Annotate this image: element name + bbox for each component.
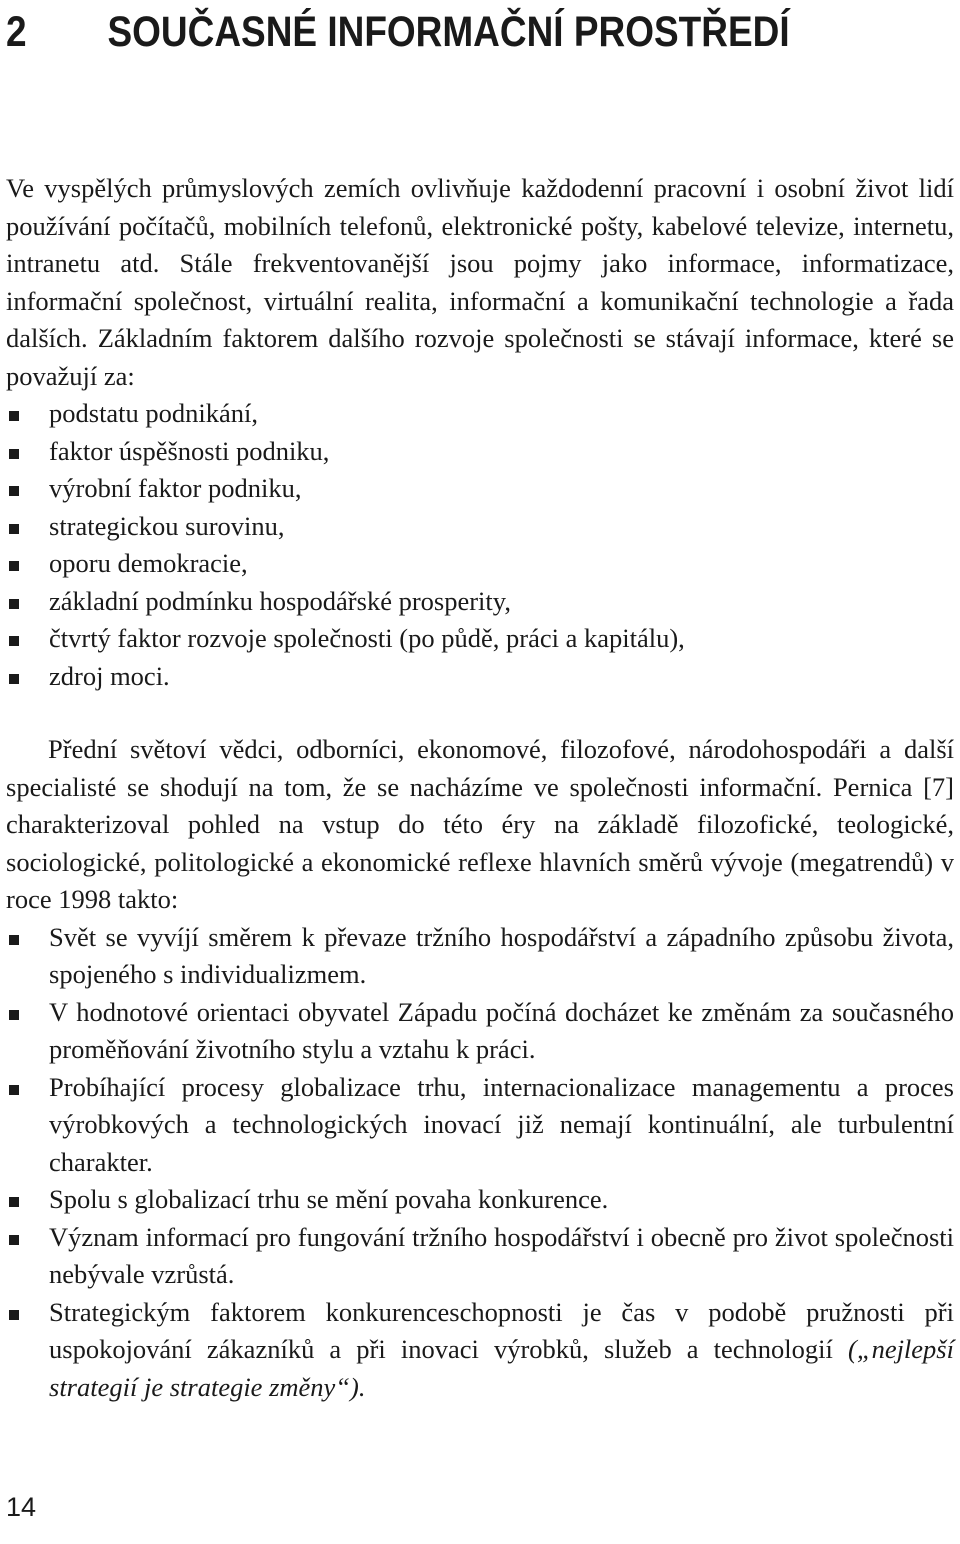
list-item: oporu demokracie, [6, 545, 954, 583]
chapter-heading [6, 4, 809, 60]
list-item: Svět se vyvíjí směrem k převaze tržního hospodářství a západního způsobu života, spojeného s individualizmem. [6, 919, 954, 994]
list-item: zdroj moci. [6, 658, 954, 696]
megatrends-list [6, 919, 954, 1407]
information-roles-list [6, 395, 954, 695]
square-bullet-icon [9, 449, 19, 459]
square-bullet-icon [9, 1010, 19, 1020]
list-item: strategickou surovinu, [6, 508, 954, 546]
list-item: V hodnotové orientaci obyvatel Západu počíná docházet ke změnám za současného proměňování životního stylu a vztahu k práci. [6, 994, 954, 1069]
intro-paragraph: Ve vyspělých průmyslových zemích ovlivňuje každodenní pracovní i osobní život lidí používání počítačů, mobilních telefonů, elektronické pošty, kabelové televize, internetu, intranetu atd. Stále frekventovanější jsou pojmy jako informace, informatizace, informační společnost, virtuální realita, informační a komunikační technologie a řada dalších. Základním faktorem dalšího rozvoje společnosti se stávají informace, které se považují za: [6, 173, 954, 391]
square-bullet-icon [9, 486, 19, 496]
list-item: Strategickým faktorem konkurenceschopnosti je čas v podobě pružnosti při uspokojování zákazníků a při inovaci výrobků, služeb a technologií („nejlepší strategií je strategie změny“). [6, 1294, 954, 1407]
chapter-body [6, 170, 954, 1406]
square-bullet-icon [9, 1235, 19, 1245]
list-item: výrobní faktor podniku, [6, 470, 954, 508]
square-bullet-icon [9, 674, 19, 684]
list-item: faktor úspěšnosti podniku, [6, 433, 954, 471]
square-bullet-icon [9, 1310, 19, 1320]
list-item: podstatu podnikání, [6, 395, 954, 433]
page-number: 14 [6, 1492, 37, 1522]
list-item: Význam informací pro fungování tržního hospodářství i obecně pro život společnosti nebývale vzrůstá. [6, 1219, 954, 1294]
list-item: Spolu s globalizací trhu se mění povaha konkurence. [6, 1181, 954, 1219]
square-bullet-icon [9, 524, 19, 534]
square-bullet-icon [9, 411, 19, 421]
megatrends-paragraph: Přední světoví vědci, odborníci, ekonomové, filozofové, národohospodáři a další specialisté se shodují na tom, že se nacházíme ve společnosti informační. Pernica [7] charakterizoval pohled na vstup do této éry na základě filozofické, teologické, sociologické, politologické a ekonomické reflexe hlavních směrů vývoje (megatrendů) v roce 1998 takto: [6, 734, 954, 914]
square-bullet-icon [9, 935, 19, 945]
square-bullet-icon [9, 561, 19, 571]
square-bullet-icon [9, 1085, 19, 1095]
chapter-title: SOUČASNÉ INFORMAČNÍ PROSTŘEDÍ [107, 8, 790, 56]
italic-quote: („nejlepší strategií je strategie změny“). [49, 1334, 954, 1402]
list-item: Probíhající procesy globalizace trhu, internacionalizace managementu a proces výrobkových a technologických inovací již nemají kontinuální, ale turbulentní charakter. [6, 1069, 954, 1182]
list-item: čtvrtý faktor rozvoje společnosti (po půdě, práci a kapitálu), [6, 620, 954, 658]
square-bullet-icon [9, 636, 19, 646]
square-bullet-icon [9, 599, 19, 609]
chapter-number: 2 [6, 8, 27, 56]
square-bullet-icon [9, 1197, 19, 1207]
list-item: základní podmínku hospodářské prosperity, [6, 583, 954, 621]
